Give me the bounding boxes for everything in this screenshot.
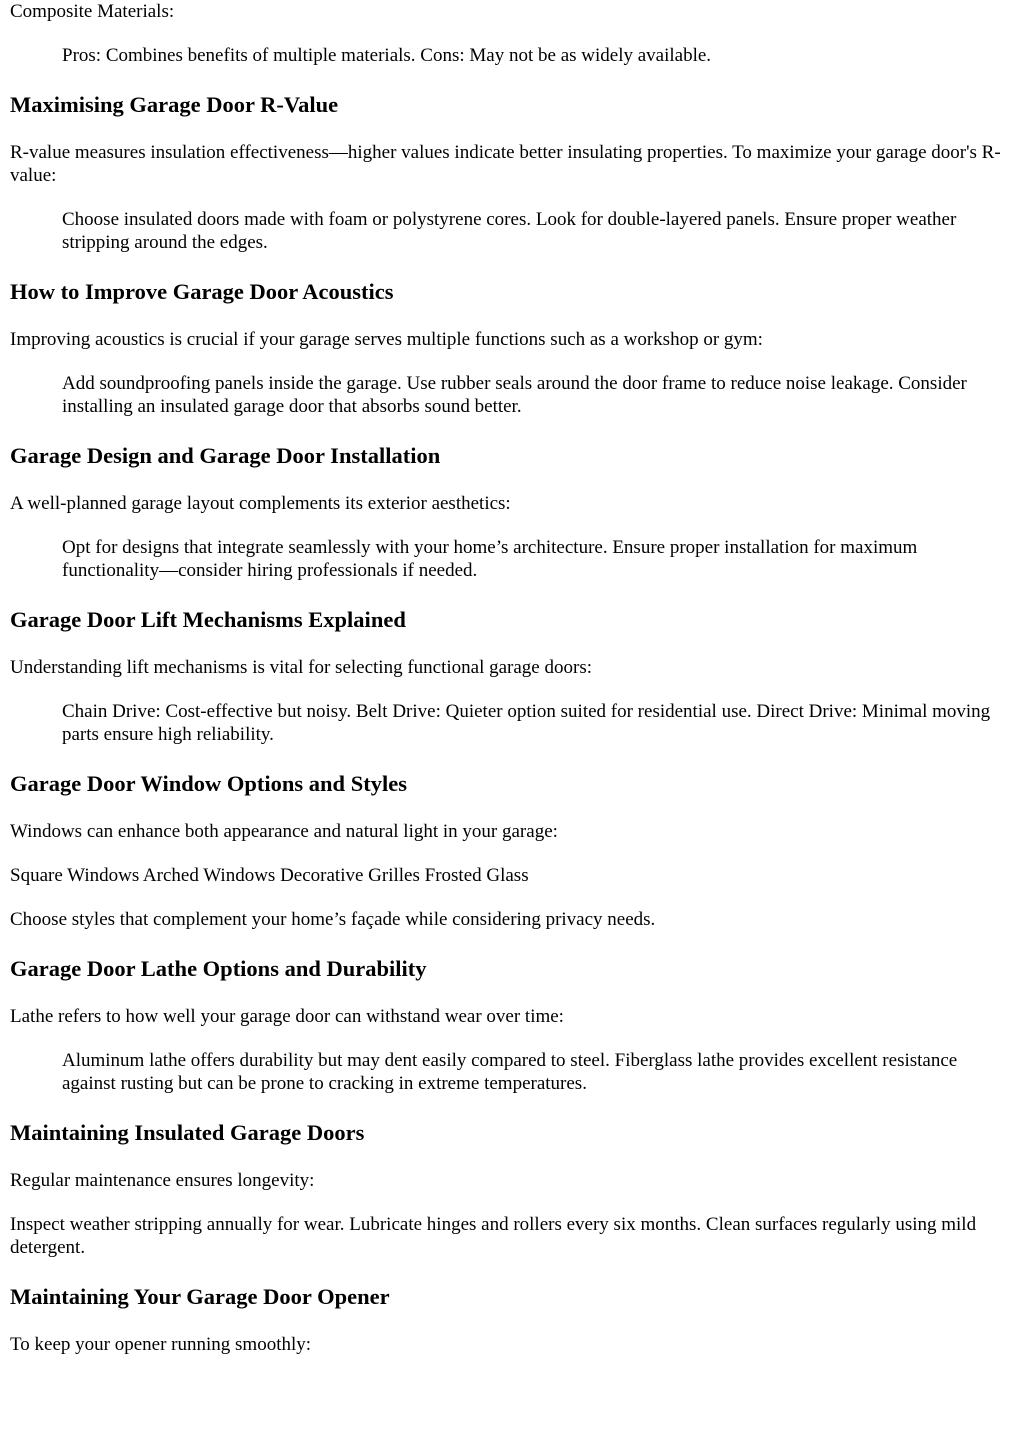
design-detail: Opt for designs that integrate seamlessly with your home’s architecture. Ensure proper installation for maximum functionality—consider hiring professionals if needed. bbox=[62, 537, 918, 581]
heading-window-options: Garage Door Window Options and Styles bbox=[10, 771, 407, 796]
acoustics-intro: Improving acoustics is crucial if your garage serves multiple functions such as a workshop or gym: bbox=[10, 329, 763, 350]
acoustics-detail: Add soundproofing panels inside the garage. Use rubber seals around the door frame to reduce noise leakage. Consider installing an insulated garage door that absorbs sound better. bbox=[62, 373, 967, 417]
composite-materials-detail: Pros: Combines benefits of multiple materials. Cons: May not be as widely available. bbox=[62, 45, 712, 66]
lift-intro: Understanding lift mechanisms is vital for selecting functional garage doors: bbox=[10, 657, 592, 678]
heading-maintain-opener: Maintaining Your Garage Door Opener bbox=[10, 1284, 390, 1309]
windows-outro: Choose styles that complement your home’s façade while considering privacy needs. bbox=[10, 909, 656, 930]
heading-lift-mechanisms: Garage Door Lift Mechanisms Explained bbox=[10, 607, 406, 632]
maintain-insulated-intro: Regular maintenance ensures longevity: bbox=[10, 1170, 315, 1191]
design-intro: A well-planned garage layout complements its exterior aesthetics: bbox=[10, 493, 511, 514]
heading-lathe: Garage Door Lathe Options and Durability bbox=[10, 956, 427, 981]
r-value-intro: R-value measures insulation effectiveness—higher values indicate better insulating properties. To maximize your garage door's R-value: bbox=[10, 142, 1001, 186]
lathe-intro: Lathe refers to how well your garage door can withstand wear over time: bbox=[10, 1006, 564, 1027]
maintain-insulated-detail: Inspect weather stripping annually for wear. Lubricate hinges and rollers every six months. Clean surfaces regularly using mild detergent. bbox=[10, 1214, 977, 1258]
heading-r-value: Maximising Garage Door R-Value bbox=[10, 92, 339, 117]
lift-detail: Chain Drive: Cost-effective but noisy. Belt Drive: Quieter option suited for residential use. Direct Drive: Minimal moving parts ensure high reliability. bbox=[62, 701, 991, 745]
lathe-detail: Aluminum lathe offers durability but may dent easily compared to steel. Fiberglass lathe provides excellent resistance against rusting but can be prone to cracking in extreme temperatures. bbox=[62, 1050, 958, 1094]
composite-materials-label: Composite Materials: bbox=[10, 1, 175, 22]
maintain-opener-intro: To keep your opener running smoothly: bbox=[10, 1334, 312, 1355]
heading-maintain-insulated: Maintaining Insulated Garage Doors bbox=[10, 1120, 365, 1145]
windows-list: Square Windows Arched Windows Decorative Grilles Frosted Glass bbox=[10, 865, 529, 886]
windows-intro: Windows can enhance both appearance and natural light in your garage: bbox=[10, 821, 558, 842]
heading-design-installation: Garage Design and Garage Door Installation bbox=[10, 443, 441, 468]
r-value-detail: Choose insulated doors made with foam or polystyrene cores. Look for double-layered panels. Ensure proper weather stripping around the edges. bbox=[62, 209, 957, 253]
heading-acoustics: How to Improve Garage Door Acoustics bbox=[10, 279, 394, 304]
